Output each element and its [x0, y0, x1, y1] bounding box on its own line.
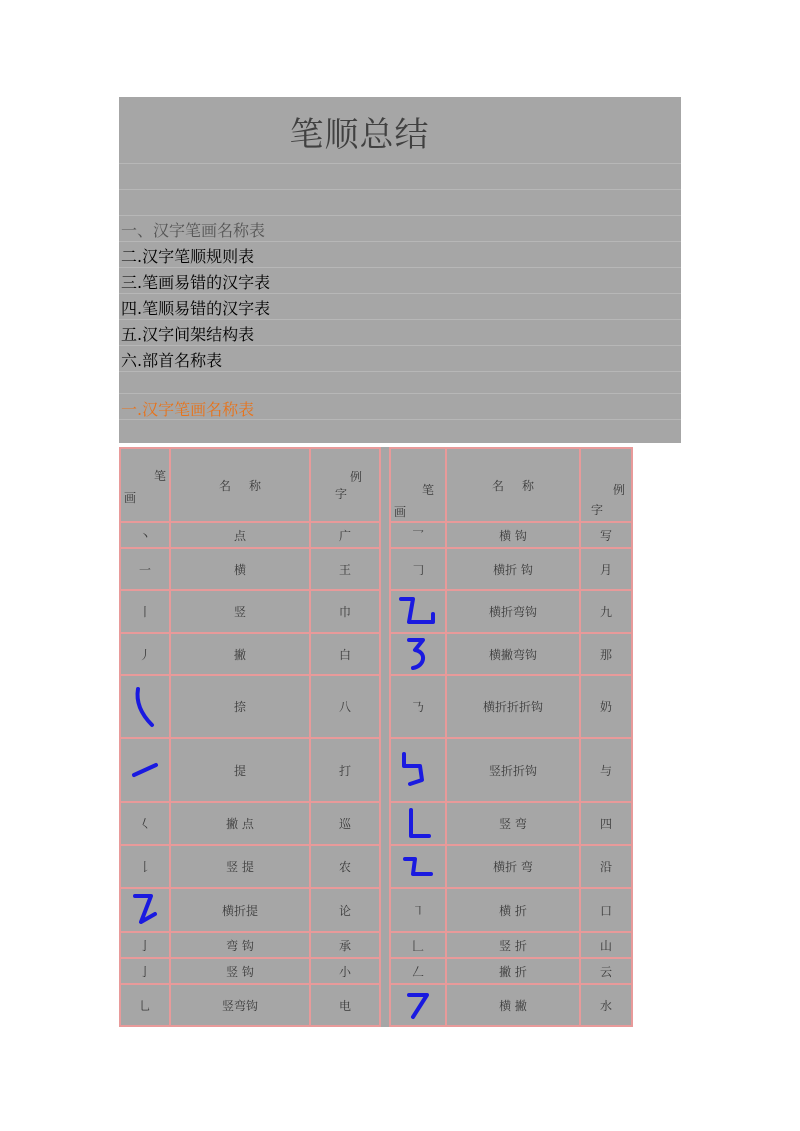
example-char: 奶: [599, 700, 612, 714]
rule-line: [119, 319, 681, 320]
stroke-glyph: 亅: [138, 964, 151, 979]
stroke-name: 竖 钩: [226, 964, 254, 979]
stroke-name-cell: [170, 675, 310, 738]
stroke-name-cell: [170, 548, 310, 590]
right-stroke-cell: [390, 590, 446, 633]
stroke-name: 竖: [233, 605, 246, 619]
shuwan-stroke-icon: [391, 806, 445, 842]
table-row: [120, 522, 632, 548]
header-stroke-bottom: 画: [124, 491, 137, 505]
stroke-name-cell: [446, 590, 580, 633]
ti-stroke-icon: [121, 760, 169, 780]
table-row: [120, 958, 632, 984]
page-title: 笔顺总结: [289, 115, 430, 155]
example-char-cell: [310, 984, 380, 1026]
table-row: [120, 590, 632, 633]
example-char-cell: [310, 802, 380, 845]
stroke-glyph: 𠃋: [411, 964, 424, 979]
stroke-glyph: 𠄎: [411, 700, 424, 714]
example-char-cell: [580, 932, 632, 958]
stroke-name: 点: [233, 528, 246, 543]
stroke-name-cell: [446, 522, 580, 548]
example-char: 云: [599, 964, 612, 979]
toc-item-2: 二.汉字笔顺规则表: [121, 247, 255, 266]
stroke-name-cell: [446, 845, 580, 888]
column-separator: [380, 845, 390, 888]
example-char-cell: [310, 590, 380, 633]
left-stroke-cell: [120, 932, 170, 958]
table-row: [120, 932, 632, 958]
stroke-name-cell: [170, 590, 310, 633]
example-char-cell: [310, 845, 380, 888]
stroke-glyph: 乚: [138, 998, 151, 1013]
toc-item-6: 六.部首名称表: [121, 351, 223, 370]
left-stroke-cell: [120, 522, 170, 548]
stroke-name-cell: [170, 958, 310, 984]
column-separator: [380, 984, 390, 1026]
stroke-name-cell: [170, 522, 310, 548]
stroke-name: 弯 钩: [226, 938, 254, 953]
example-char-cell: [580, 738, 632, 802]
example-char-cell: [580, 633, 632, 675]
example-char: 八: [338, 700, 351, 714]
example-char: 电: [338, 998, 351, 1013]
column-separator: [380, 675, 390, 738]
example-char: 与: [599, 763, 612, 778]
hengzhewan-stroke-icon: [391, 854, 445, 880]
right-stroke-cell: [390, 888, 446, 932]
header-example-right-bottom: 字: [591, 503, 604, 517]
stroke-name: 横折提: [221, 903, 258, 918]
stroke-name: 提: [233, 763, 246, 778]
header-stroke-cell-right: [390, 448, 446, 522]
rule-line: [119, 189, 681, 190]
example-char-cell: [580, 675, 632, 738]
column-separator: [380, 958, 390, 984]
example-char-cell: [310, 522, 380, 548]
example-char-cell: [580, 548, 632, 590]
stroke-glyph: 丿: [138, 647, 151, 662]
stroke-name-cell: [446, 633, 580, 675]
stroke-name: 撇 折: [499, 964, 527, 979]
stroke-name: 竖 提: [226, 860, 254, 874]
example-char: 小: [338, 964, 351, 979]
hengpiewangou-stroke-icon: [391, 636, 445, 672]
example-char: 广: [338, 528, 351, 543]
example-char-cell: [310, 738, 380, 802]
stroke-name: 横: [233, 562, 246, 577]
example-char: 巡: [338, 817, 351, 831]
left-stroke-cell: [120, 888, 170, 932]
stroke-name: 横折 弯: [493, 860, 533, 874]
column-separator: [380, 738, 390, 802]
rule-line: [119, 215, 681, 216]
column-separator: [380, 448, 390, 522]
example-char-cell: [580, 522, 632, 548]
example-char: 月: [599, 562, 612, 577]
stroke-name: 捺: [233, 700, 246, 714]
column-separator: [380, 633, 390, 675]
example-char-cell: [580, 984, 632, 1026]
rule-line: [119, 345, 681, 346]
header-example-cell-right: [580, 448, 632, 522]
stroke-glyph: 𠃌: [411, 562, 424, 577]
stroke-name: 横折 钩: [493, 562, 533, 577]
stroke-name: 横 折: [499, 903, 527, 918]
table-row: [120, 802, 632, 845]
rule-line: [119, 163, 681, 164]
stroke-glyph: 丨: [138, 605, 151, 619]
hengzheti-stroke-icon: [121, 892, 169, 928]
stroke-name: 横 撇: [499, 998, 527, 1013]
rule-line: [119, 371, 681, 372]
stroke-name-cell: [446, 958, 580, 984]
toc-item-5: 五.汉字间架结构表: [121, 325, 255, 344]
toc-item-1: 一、汉字笔画名称表: [121, 221, 266, 240]
rule-line: [119, 267, 681, 268]
example-char: 口: [599, 903, 612, 918]
header-stroke-cell: [120, 448, 170, 522]
stroke-name-cell: [446, 738, 580, 802]
example-char-cell: [310, 888, 380, 932]
stroke-name: 竖 弯: [499, 817, 527, 831]
table-row: [120, 548, 632, 590]
header-name-cell-right: [446, 448, 580, 522]
header-name-cell: [170, 448, 310, 522]
hengpie-stroke-icon: [391, 989, 445, 1021]
header-example: 例字: [334, 470, 370, 501]
example-char: 农: [338, 860, 351, 874]
stroke-name-cell: [446, 932, 580, 958]
example-char: 水: [599, 998, 612, 1013]
left-stroke-cell: [120, 548, 170, 590]
stroke-glyph: 乛: [411, 528, 424, 543]
stroke-glyph: 一: [138, 562, 151, 577]
right-stroke-cell: [390, 845, 446, 888]
stroke-name: 横 钩: [499, 528, 527, 543]
example-char: 山: [599, 938, 612, 953]
example-char-cell: [580, 958, 632, 984]
rule-line: [119, 241, 681, 242]
right-stroke-cell: [390, 522, 446, 548]
stroke-name-cell: [446, 984, 580, 1026]
table-row: [120, 738, 632, 802]
column-separator: [380, 522, 390, 548]
table-row: [120, 633, 632, 675]
example-char: 九: [599, 605, 612, 619]
left-stroke-cell: [120, 738, 170, 802]
stroke-name-cell: [446, 802, 580, 845]
toc-item-3: 三.笔画易错的汉字表: [121, 273, 271, 292]
example-char-cell: [310, 675, 380, 738]
example-char-cell: [580, 845, 632, 888]
example-char: 巾: [338, 605, 351, 619]
column-separator: [380, 590, 390, 633]
stroke-glyph: 𠃊: [411, 938, 424, 953]
table-header-row: [120, 448, 632, 522]
right-stroke-cell: [390, 802, 446, 845]
example-char: 沿: [599, 860, 612, 874]
table-row: [120, 984, 632, 1026]
stroke-name-cell: [446, 888, 580, 932]
stroke-name: 横折弯钩: [488, 605, 537, 619]
example-char: 王: [338, 562, 351, 577]
shuzhezhegou-stroke-icon: [391, 750, 445, 790]
stroke-glyph: ㇕: [411, 903, 424, 918]
rule-line: [119, 393, 681, 394]
example-char-cell: [580, 802, 632, 845]
example-char: 白: [338, 647, 351, 662]
stroke-name: 横折折折钩: [482, 700, 543, 714]
rule-line: [119, 293, 681, 294]
example-char-cell: [310, 633, 380, 675]
right-stroke-cell: [390, 958, 446, 984]
header-example-right-top: 例: [613, 483, 626, 497]
example-char-cell: [310, 958, 380, 984]
left-stroke-cell: [120, 845, 170, 888]
column-separator: [380, 932, 390, 958]
left-stroke-cell: [120, 633, 170, 675]
right-stroke-cell: [390, 633, 446, 675]
table-row: [120, 675, 632, 738]
example-char: 论: [338, 903, 351, 918]
section-heading: 一.汉字笔画名称表: [121, 400, 255, 419]
stroke-name-cell: [446, 548, 580, 590]
example-char: 打: [338, 763, 351, 778]
right-stroke-cell: [390, 738, 446, 802]
example-char: 那: [599, 647, 612, 662]
stroke-name: 竖 折: [499, 938, 527, 953]
hengzhewangou-stroke-icon: [391, 594, 445, 630]
right-stroke-cell: [390, 675, 446, 738]
column-separator: [380, 802, 390, 845]
header-name-right: 名称: [491, 478, 552, 493]
example-char-cell: [310, 548, 380, 590]
stroke-name-cell: [170, 932, 310, 958]
left-stroke-cell: [120, 984, 170, 1026]
stroke-glyph: 𠄌: [138, 860, 151, 874]
example-char: 写: [599, 528, 612, 543]
example-char-cell: [580, 590, 632, 633]
toc-item-4: 四.笔顺易错的汉字表: [121, 299, 271, 318]
stroke-name-cell: [170, 888, 310, 932]
right-stroke-cell: [390, 932, 446, 958]
stroke-name: 撇 点: [226, 817, 254, 831]
stroke-glyph: 丶: [138, 528, 151, 543]
right-stroke-cell: [390, 984, 446, 1026]
column-separator: [380, 548, 390, 590]
column-separator: [380, 888, 390, 932]
example-char: 承: [338, 938, 351, 953]
example-char-cell: [580, 888, 632, 932]
stroke-name: 竖弯钩: [221, 998, 258, 1013]
document-header-panel: [119, 97, 681, 443]
stroke-name-cell: [170, 802, 310, 845]
header-stroke-top-right: 笔: [422, 483, 435, 497]
example-char-cell: [310, 932, 380, 958]
header-stroke-bottom-right: 画: [394, 505, 407, 519]
right-stroke-cell: [390, 548, 446, 590]
stroke-name-cell: [170, 738, 310, 802]
stroke-name-cell: [170, 633, 310, 675]
stroke-name-cell: [170, 984, 310, 1026]
stroke-name: 竖折折钩: [488, 763, 537, 778]
table-row: [120, 845, 632, 888]
header-example-cell: [310, 448, 380, 522]
stroke-glyph: 亅: [138, 938, 151, 953]
header-name: 名称: [218, 478, 279, 493]
header-stroke-top: 笔: [154, 469, 167, 483]
stroke-name: 横撇弯钩: [488, 647, 537, 662]
na-stroke-icon: [121, 685, 169, 729]
left-stroke-cell: [120, 958, 170, 984]
table-row: [120, 888, 632, 932]
stroke-name-cell: [170, 845, 310, 888]
example-char: 四: [599, 817, 612, 831]
stroke-name: 撇: [233, 647, 246, 662]
left-stroke-cell: [120, 802, 170, 845]
stroke-glyph: 𡿨: [138, 817, 151, 831]
left-stroke-cell: [120, 590, 170, 633]
stroke-name-cell: [446, 675, 580, 738]
left-stroke-cell: [120, 675, 170, 738]
stroke-name-table: [119, 447, 633, 1027]
